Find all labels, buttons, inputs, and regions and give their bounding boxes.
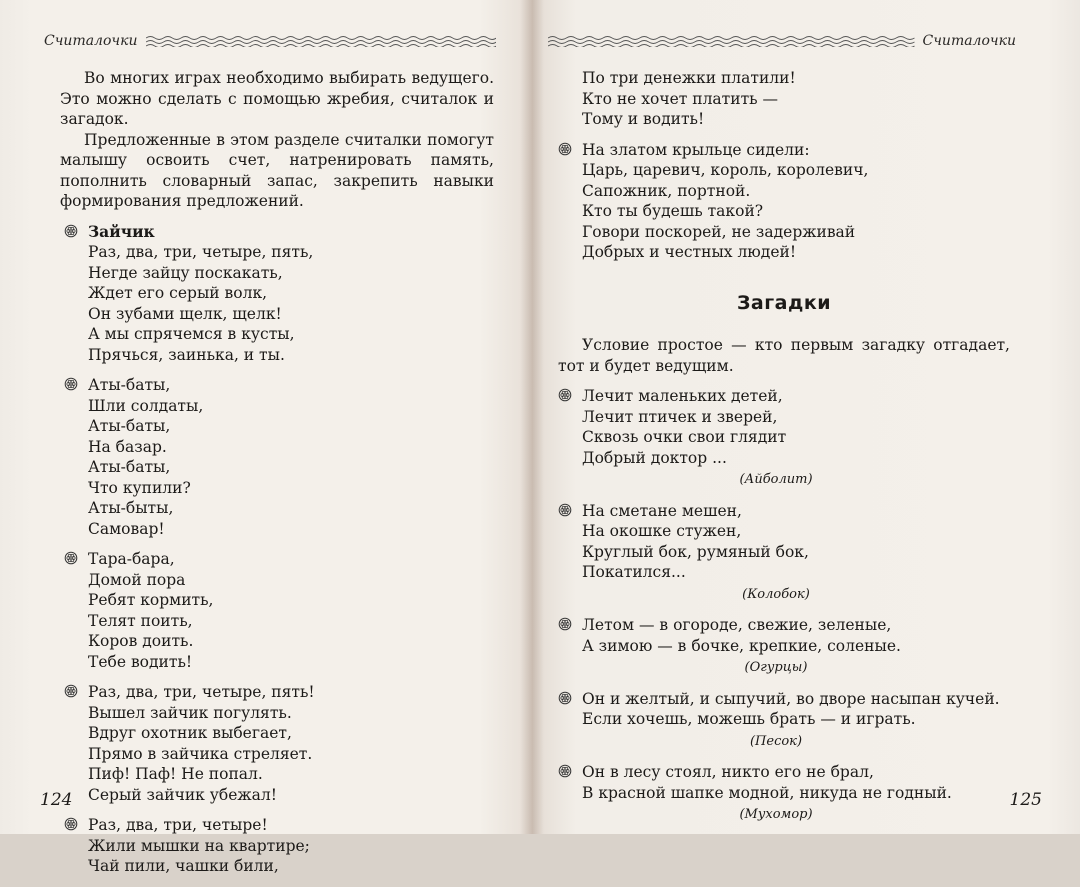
flower-bullet-icon (558, 388, 572, 402)
verse-line: В красной шапке модной, никуда не годный. (582, 783, 952, 802)
wave-ornament-icon (548, 35, 915, 47)
verse-line: Он в лесу стоял, никто его не брал, (582, 763, 874, 781)
verse-line: На окошке стужен, (582, 522, 742, 540)
left-body-text (60, 68, 494, 887)
verse-line: Тара-бара, (88, 550, 175, 568)
rhyme-item (64, 222, 494, 366)
rhyme-item (64, 375, 494, 539)
verse-line: На златом крыльце сидели: (582, 140, 810, 159)
verse-line: Вышел зайчик погулять. (88, 703, 292, 722)
riddle-answer: (Песок) (749, 733, 803, 749)
riddle-item (558, 501, 1010, 606)
riddle-item (558, 689, 1010, 753)
riddle-item (558, 386, 1010, 491)
verse-line: Раз, два, три, четыре, пять, (88, 243, 314, 261)
verse-line: Если хочешь, можешь брать — и играть. (582, 710, 916, 728)
verse-line: Что купили? (88, 478, 191, 497)
verse-line: Чай пили, чашки били, (88, 857, 279, 875)
verse-line: По три денежки платили! (582, 69, 796, 87)
verse-line: Ждет его серый волк, (88, 284, 268, 302)
verse-line: Он зубами щелк, щелк! (88, 304, 282, 323)
rhyme-title: Зайчик (88, 221, 155, 241)
verse-line: Царь, царевич, король, королевич, (582, 161, 869, 179)
verse-line: Негде зайцу поскакать, (88, 263, 283, 282)
rhyme-item (64, 815, 494, 877)
rhyme-item (64, 682, 494, 805)
flower-bullet-icon (558, 142, 572, 156)
left-page (0, 0, 532, 875)
verse-line: Покатился... (582, 563, 686, 581)
riddle-answer: (Огурцы) (744, 660, 808, 675)
flower-bullet-icon (64, 224, 78, 238)
verse-line: Коров доить. (88, 632, 194, 650)
verse-line: Тебе водить! (88, 652, 193, 671)
verse-line: Раз, два, три, четыре, пять! (88, 683, 315, 701)
rhyme-item (558, 140, 1010, 263)
verse-line: На сметане мешен, (582, 501, 742, 520)
verse-line: Тому и водить! (582, 110, 705, 128)
left-rhymes-list (64, 222, 494, 877)
left-header-title: Считалочки (44, 33, 138, 49)
right-page (532, 0, 1080, 834)
flower-bullet-icon (558, 503, 572, 517)
verse-line: Прямо в зайчика стреляет. (88, 744, 313, 763)
flower-bullet-icon (558, 764, 572, 778)
verse-line: Серый зайчик убежал! (88, 785, 277, 804)
left-running-header (44, 33, 496, 49)
verse-line: Сапожник, портной. (582, 181, 751, 200)
verse-line: Телят поить, (88, 611, 193, 630)
verse-line: А зимою — в бочке, крепкие, соленые. (582, 636, 901, 655)
verse-line: Прячься, заинька, и ты. (88, 345, 285, 364)
rhyme-item (64, 549, 494, 672)
verse-line: Домой пора (88, 570, 186, 589)
verse-line: Он и желтый, и сыпучий, во дворе насыпан кучей. (582, 689, 1000, 708)
verse-line: Добрый доктор ... (582, 448, 727, 467)
verse-line: Сквозь очки свои глядит (582, 428, 787, 446)
riddles-list (558, 386, 1010, 826)
verse-line: А мы спрячемся в кусты, (88, 325, 295, 343)
verse-line: Кто ты будешь такой? (582, 202, 764, 220)
verse-line: Шли солдаты, (88, 396, 204, 415)
right-header-title: Считалочки (922, 33, 1016, 49)
flower-bullet-icon (64, 551, 78, 565)
wave-ornament-icon (146, 35, 497, 47)
intro-paragraph-2: Предложенные в этом разделе считалки помогут малышу освоить счет, натренировать память, пополнить словарный запас, закрепить навыки формирования предложений. (60, 130, 494, 210)
verse-line: Круглый бок, румяный бок, (582, 542, 809, 561)
riddle-answer: (Мухомор) (739, 807, 813, 822)
verse-line: Аты-баты, (88, 417, 171, 435)
riddles-intro: Условие простое — кто первым загадку отгадает, тот и будет ведущим. (558, 336, 1010, 375)
verse-line: Раз, два, три, четыре! (88, 816, 268, 834)
verse-line: Лечит птичек и зверей, (582, 407, 778, 426)
verse-line: Пиф! Паф! Не попал. (88, 765, 263, 783)
rhyme-continuation (558, 68, 1010, 130)
flower-bullet-icon (64, 377, 78, 391)
verse-line: Аты-баты, (88, 376, 171, 394)
verse-line: На базар. (88, 437, 167, 456)
verse-line: Летом — в огороде, свежие, зеленые, (582, 616, 892, 634)
riddle-item (558, 762, 1010, 826)
flower-bullet-icon (64, 817, 78, 831)
section-title-riddles: Загадки (736, 291, 832, 314)
flower-bullet-icon (64, 684, 78, 698)
verse-line: Ребят кормить, (88, 591, 214, 609)
verse-line: Аты-баты, (88, 458, 171, 476)
verse-line: Жили мышки на квартире; (88, 836, 310, 855)
verse-line: Добрых и честных людей! (582, 243, 797, 261)
right-running-header (548, 33, 1016, 49)
verse-line: Аты-быты, (88, 499, 174, 517)
riddle-item (558, 615, 1010, 679)
verse-line: Самовар! (88, 519, 165, 538)
verse-line: Лечит маленьких детей, (582, 387, 783, 405)
right-page-number: 125 (1009, 790, 1042, 810)
verse-line: Вдруг охотник выбегает, (88, 724, 292, 742)
flower-bullet-icon (558, 617, 572, 631)
riddle-answer: (Колобок) (742, 586, 810, 602)
left-page-number: 124 (40, 790, 73, 810)
verse-line: Кто не хочет платить — (582, 89, 779, 108)
right-body-text (558, 68, 1010, 836)
intro-paragraph-1: Во многих играх необходимо выбирать ведущего. Это можно сделать с помощью жребия, считалок и загадок. (60, 69, 494, 128)
verse-line: Говори поскорей, не задерживай (582, 222, 856, 241)
riddle-answer: (Айболит) (739, 472, 813, 487)
flower-bullet-icon (558, 691, 572, 705)
